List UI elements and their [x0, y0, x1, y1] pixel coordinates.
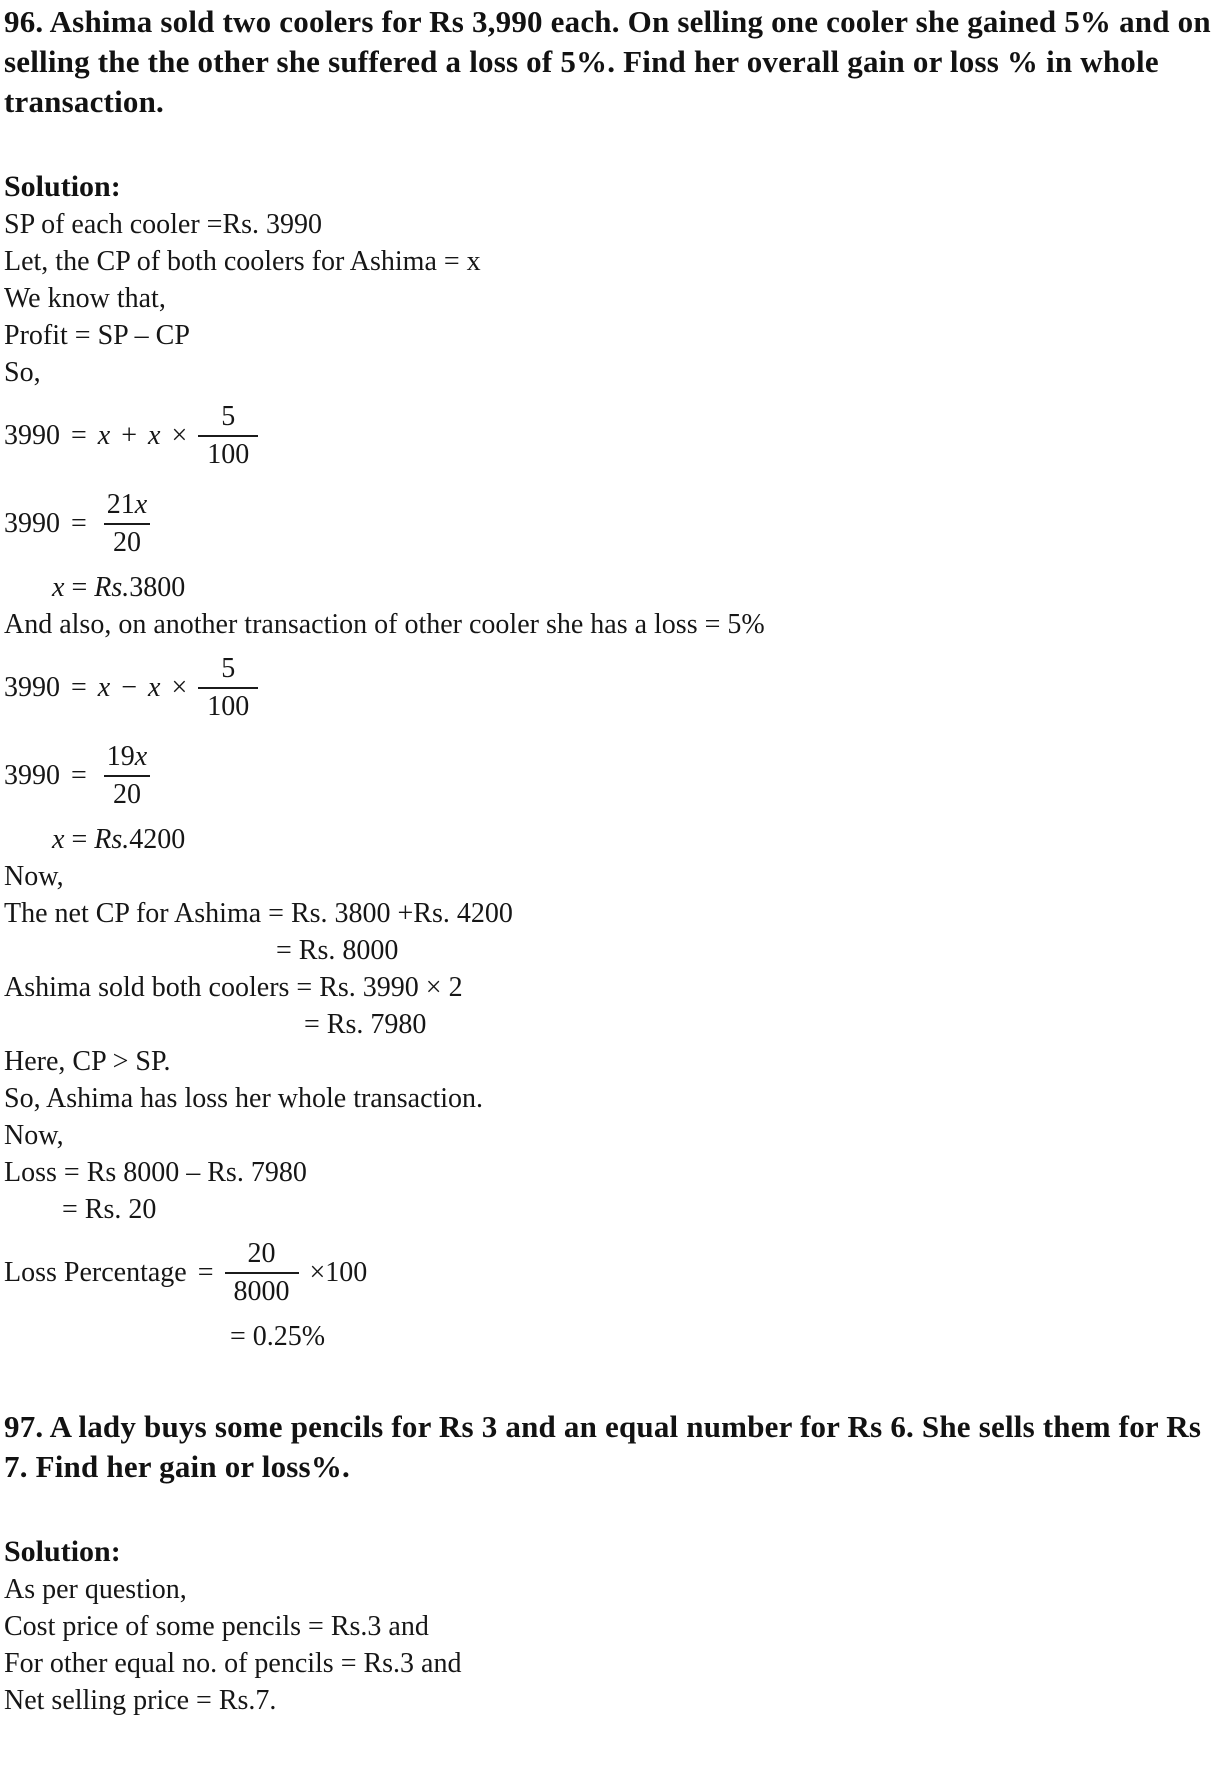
- result-gain-line: [4, 569, 1213, 606]
- equals-sign: =: [71, 672, 87, 703]
- solution-line-indented: = Rs. 20: [62, 1194, 157, 1225]
- spacer: [4, 122, 1213, 168]
- variable-x: x: [52, 824, 65, 855]
- equation-loss-percentage: [4, 1230, 1213, 1316]
- plus-sign: +: [121, 420, 138, 451]
- spacer: [4, 1487, 1213, 1533]
- result-percentage-line: = 0.25%: [230, 1321, 326, 1352]
- fraction-numerator: 20: [247, 1238, 276, 1269]
- fraction-numerator: 5: [221, 653, 236, 684]
- solution-line: And also, on another transaction of other cooler she has a loss = 5%: [4, 609, 765, 640]
- fraction-19x-20: [98, 740, 156, 812]
- question-97-heading: 97. A lady buys some pencils for Rs 3 and an equal number for Rs 6. She sells them for Rs 7. Find her gain or loss%.: [4, 1409, 1202, 1484]
- result-value: 3800: [129, 572, 186, 603]
- solution-line: Cost price of some pencils = Rs.3 and: [4, 1611, 429, 1642]
- question-96-section: [4, 2, 1213, 1355]
- times-sign: ×: [171, 420, 188, 451]
- fraction-denominator: 100: [198, 435, 258, 472]
- currency-label: Rs.: [94, 824, 130, 855]
- times-100: ×100: [309, 1257, 368, 1288]
- fraction-numerator: [98, 740, 156, 775]
- variable-x: x: [97, 420, 111, 451]
- equals-sign: =: [71, 760, 87, 791]
- times-sign: ×: [171, 672, 188, 703]
- currency-label: Rs.: [94, 572, 130, 603]
- equals-sign: =: [71, 572, 88, 603]
- solution-line-indented: = Rs. 8000: [276, 935, 399, 966]
- fraction-numerator: 5: [221, 401, 236, 432]
- solution-label-97: Solution:: [4, 1535, 121, 1568]
- fraction-denominator: 20: [104, 775, 150, 812]
- numerator-coefficient: 21: [106, 489, 135, 520]
- solution-line: Profit = SP – CP: [4, 320, 190, 351]
- variable-x: x: [97, 672, 111, 703]
- solution-line: Net selling price = Rs.7.: [4, 1685, 277, 1716]
- solution-line-indented: = Rs. 7980: [304, 1009, 427, 1040]
- solution-line: The net CP for Ashima = Rs. 3800 +Rs. 4200: [4, 898, 513, 929]
- equation-loss-simplified: [4, 733, 1213, 819]
- fraction-denominator: 8000: [225, 1272, 299, 1309]
- equation-gain-simplified: [4, 481, 1213, 567]
- solution-line: Let, the CP of both coolers for Ashima = x: [4, 246, 481, 277]
- solution-line: As per question,: [4, 1574, 187, 1605]
- equals-sign: =: [71, 420, 87, 451]
- solution-line: Here, CP > SP.: [4, 1046, 171, 1077]
- solution-line: Now,: [4, 1120, 64, 1151]
- solution-line: So,: [4, 357, 41, 388]
- spacer: [4, 1355, 1213, 1407]
- solution-line: Loss = Rs 8000 – Rs. 7980: [4, 1157, 307, 1188]
- minus-sign: −: [121, 672, 138, 703]
- equation-lhs: 3990: [4, 508, 60, 539]
- fraction-denominator: 100: [198, 687, 258, 724]
- numerator-coefficient: 19: [106, 741, 135, 772]
- solution-line: So, Ashima has loss her whole transaction.: [4, 1083, 484, 1114]
- fraction-denominator: 20: [104, 523, 150, 560]
- question-96-heading: 96. Ashima sold two coolers for Rs 3,990 each. On selling one cooler she gained 5% and on selling the the other she suffered a loss of 5%. Find her overall gain or loss % in whole transaction.: [4, 4, 1211, 119]
- equation-label: Loss Percentage: [4, 1257, 187, 1288]
- equation-lhs: 3990: [4, 672, 60, 703]
- numerator-variable: x: [134, 489, 148, 520]
- result-value: 4200: [129, 824, 186, 855]
- fraction-5-100: [198, 400, 258, 472]
- variable-x: x: [148, 420, 161, 451]
- equation-gain: [4, 393, 1213, 479]
- solution-line: For other equal no. of pencils = Rs.3 and: [4, 1648, 462, 1679]
- equals-sign: =: [71, 824, 88, 855]
- result-loss-line: [4, 821, 1213, 858]
- variable-x: x: [148, 672, 161, 703]
- solution-line: We know that,: [4, 283, 166, 314]
- equation-lhs: 3990: [4, 420, 60, 451]
- fraction-5-100: [198, 652, 258, 724]
- variable-x: x: [52, 572, 65, 603]
- fraction-21x-20: [98, 488, 156, 560]
- fraction-20-8000: [225, 1237, 299, 1309]
- equals-sign: =: [197, 1257, 214, 1288]
- equation-lhs: 3990: [4, 760, 60, 791]
- numerator-variable: x: [134, 741, 148, 772]
- solution-line: SP of each cooler =Rs. 3990: [4, 209, 323, 240]
- solution-line: Now,: [4, 861, 64, 892]
- fraction-numerator: [98, 488, 156, 523]
- solution-line: Ashima sold both coolers = Rs. 3990 × 2: [4, 972, 463, 1003]
- equals-sign: =: [71, 508, 87, 539]
- question-97-section: [4, 1407, 1213, 1719]
- solution-label-96: Solution:: [4, 170, 121, 203]
- equation-loss: [4, 645, 1213, 731]
